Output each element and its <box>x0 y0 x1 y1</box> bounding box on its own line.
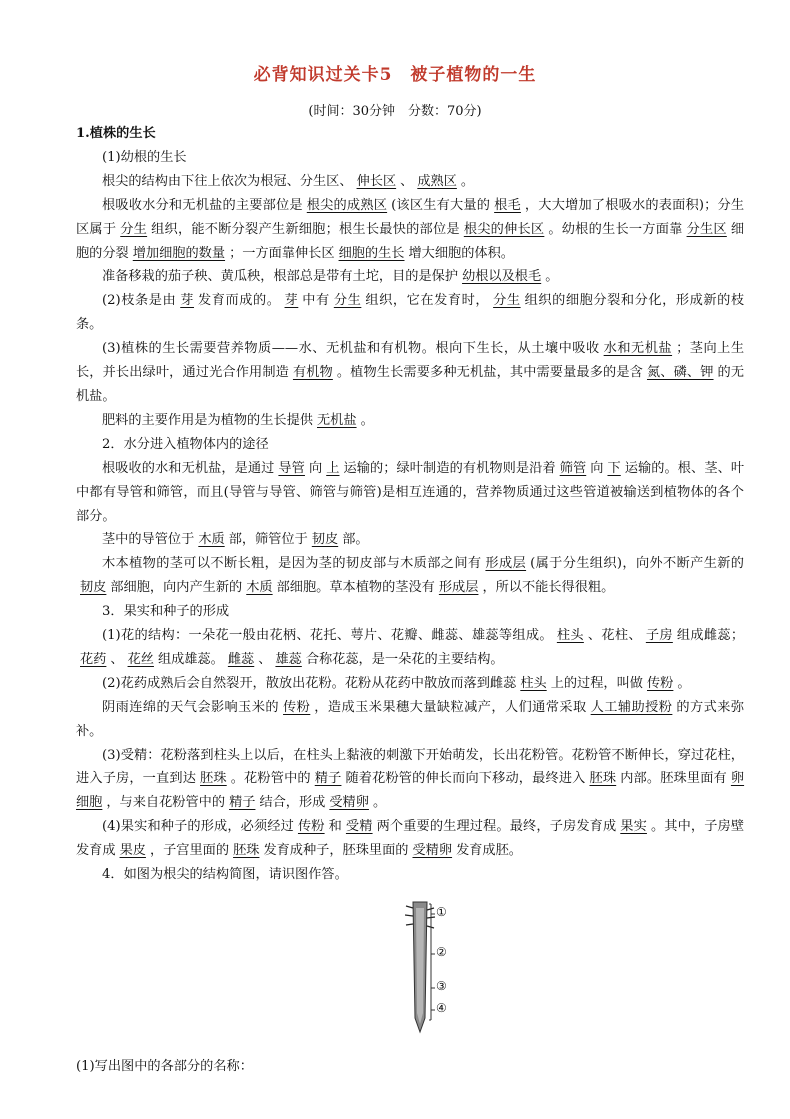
text-run: (3)植株的生长需要营养物质——水、无机盐和有机物。根向下生长，从土壤中吸收 <box>102 341 600 357</box>
text-run: 组成雄蕊。 <box>157 651 224 667</box>
text-run: 内部。胚珠里面有 <box>620 771 727 787</box>
answer-blank: 分生 <box>493 293 521 309</box>
answer-blank: 根尖的伸长区 <box>463 221 545 237</box>
paragraph <box>76 146 744 170</box>
answer-blank: 韧皮 <box>311 532 339 548</box>
text-run: 组织，它在发育时， <box>365 293 490 309</box>
paragraph <box>76 457 744 529</box>
answer-blank: 有机物 <box>292 365 333 381</box>
page-title: 必背知识过关卡5 被子植物的一生 <box>253 65 537 85</box>
answer-blank: 细胞的生长 <box>338 245 405 261</box>
text-run: (2)枝条是由 <box>102 293 177 309</box>
answer-blank: 韧皮 <box>80 580 107 596</box>
text-run: 肥料的主要作用是为植物的生长提供 <box>102 412 313 428</box>
text-run: 和 <box>328 819 342 835</box>
paragraph <box>76 409 744 433</box>
figure-label-3: ③ <box>436 979 447 993</box>
text-run: 根尖的结构由下往上依次为根冠、分生区、 <box>102 173 353 189</box>
answer-blank: 氮、磷、钾 <box>646 365 714 381</box>
root-tip-diagram <box>405 898 465 1038</box>
answer-blank: 果实 <box>620 819 647 835</box>
root-tip-inner <box>416 908 424 1024</box>
text-run: 3．果实和种子的形成 <box>102 604 230 620</box>
text-run: 。其中，子房壁发育成 <box>76 819 745 859</box>
answer-blank: 胚珠 <box>200 771 227 787</box>
answer-blank: 芽 <box>284 293 299 309</box>
answer-blank: 分生 <box>333 293 362 309</box>
text-run: (1)花的结构：一朵花一般由花柄、花托、萼片、花瓣、雌蕊、雄蕊等组成。 <box>102 628 553 644</box>
text-run: 发育而成的。 <box>198 293 281 309</box>
text-run: 。植物生长需要多种无机盐，其中需要量最多的是含 <box>336 365 643 381</box>
text-run: ，子宫里面的 <box>149 843 230 859</box>
paragraph <box>76 624 744 672</box>
paragraph <box>76 863 744 887</box>
text-run: 。 <box>677 675 691 691</box>
paragraph <box>76 289 744 337</box>
text-run: 部，筛管位于 <box>228 532 308 548</box>
text-run: 的方式来弥补。 <box>76 699 745 739</box>
paragraph <box>76 433 744 457</box>
text-run: 2．水分进入植物体内的途径 <box>102 436 269 452</box>
paragraph <box>76 265 744 289</box>
answer-blank: 胚珠 <box>233 843 260 859</box>
paragraph <box>76 696 744 744</box>
text-run: 。 <box>545 269 559 285</box>
text-run: 根吸收水分和无机盐的主要部位是 <box>102 197 303 213</box>
text-run: (3)受精：花粉落到柱头上以后，在柱头上黏液的刺激下开始萌发，长出花粉管。花粉管不断伸长，穿过花柱，进入子房，一直到达 <box>76 747 744 787</box>
text-run: 结合，形成 <box>259 795 326 811</box>
text-run: 。 <box>460 173 475 189</box>
answer-blank: 传粉 <box>647 675 674 691</box>
text-run: 部。 <box>342 532 369 548</box>
figure-label-4: ④ <box>436 1001 447 1015</box>
answer-blank: 导管 <box>278 460 305 476</box>
answer-blank: 上 <box>326 460 340 476</box>
paragraph <box>76 815 744 863</box>
text-run: 组织的细胞分裂和分化，形成新的枝条。 <box>76 293 745 333</box>
answer-blank: 果皮 <box>119 843 146 859</box>
text-run: 组织，能不断分裂产生新细胞；根生长最快的部位是 <box>151 221 460 237</box>
answer-blank: 子房 <box>645 628 673 644</box>
answer-blank: 幼根以及根毛 <box>462 269 542 285</box>
answer-blank: 胚珠 <box>589 771 617 787</box>
answer-blank: 受精 <box>345 819 373 835</box>
paragraph <box>76 552 744 600</box>
answer-blank: 木质 <box>198 532 225 548</box>
answer-blank: 分生 <box>120 221 148 237</box>
answer-blank: 伸长区 <box>356 173 397 189</box>
paragraph <box>76 744 744 816</box>
answer-blank: 卵细胞 <box>76 771 745 811</box>
text-run: 上的过程，叫做 <box>550 675 643 691</box>
figure-label-2: ② <box>436 945 447 959</box>
text-run: 向 <box>590 460 604 476</box>
answer-blank: 精子 <box>314 771 342 787</box>
answer-blank: 花药 <box>80 651 107 667</box>
answer-blank: 无机盐 <box>317 412 357 428</box>
page-meta: (时间：30分钟 分数：70分) <box>308 104 482 119</box>
text-run: 准备移栽的茄子秧、黄瓜秧，根部总是带有土坨，目的是保护 <box>102 269 459 285</box>
text-run: 、 <box>400 173 414 189</box>
text-run: 阴雨连绵的天气会影响玉米的 <box>102 699 280 715</box>
paragraph <box>76 528 744 552</box>
text-run: (该区生有大量的 <box>391 197 491 213</box>
answer-blank: 传粉 <box>283 699 311 715</box>
answer-blank: 精子 <box>229 795 256 811</box>
text-run: ，与来自花粉管中的 <box>106 795 226 811</box>
answer-blank: 形成层 <box>485 556 527 572</box>
text-run: 中有 <box>302 293 330 309</box>
answer-blank: 分生区 <box>686 221 727 237</box>
text-run: 两个重要的生理过程。最终，子房发育成 <box>376 819 617 835</box>
answer-blank: 人工辅助授粉 <box>590 699 673 715</box>
text-run: ，所以不能长得很粗。 <box>482 580 615 596</box>
answer-blank: 花丝 <box>127 651 154 667</box>
answer-blank: 下 <box>607 460 621 476</box>
text-run: 茎中的导管位于 <box>102 532 195 548</box>
text-run: 随着花粉管的伸长而向下移动，最终进入 <box>345 771 586 787</box>
figure-label-1: ① <box>436 905 447 919</box>
text-run: 。花粉管中的 <box>230 771 311 787</box>
text-run: (1)幼根的生长 <box>102 149 187 165</box>
text-run: 运输的；绿叶制造的有机物则是沿着 <box>343 460 556 476</box>
answer-blank: 木质 <box>246 580 273 596</box>
answer-blank: 柱头 <box>520 675 547 691</box>
text-run: 部细胞，向内产生新的 <box>110 580 243 596</box>
answer-blank: 雌蕊 <box>227 651 255 667</box>
text-run: 运输的。根、茎、叶中都有导管和筛管，而且(导管与导管、筛管与筛管)是相互连通的，营养物质通过这些管道被输送到植物体的各个部分。 <box>76 460 745 524</box>
paragraph <box>76 122 744 146</box>
text-run: 发育成种子，胚珠里面的 <box>263 843 409 859</box>
text-run: ；一方面靠伸长区 <box>229 245 335 261</box>
text-run: 根吸收的水和无机盐，是通过 <box>102 460 275 476</box>
text-run: (属于分生组织)，向外不断产生新的 <box>530 556 744 572</box>
text-run: 细胞的分裂 <box>76 221 745 261</box>
answer-blank: 受精卵 <box>329 795 369 811</box>
text-run: ；茎向上生长，并长出绿叶，通过光合作用制造 <box>76 341 745 381</box>
answer-blank: 雄蕊 <box>275 651 302 667</box>
paragraph <box>76 672 744 696</box>
text-run: 4．如图为根尖的结构简图，请识图作答。 <box>102 867 348 883</box>
paragraph <box>76 337 744 409</box>
paragraph <box>76 170 744 194</box>
answer-blank: 增加细胞的数量 <box>132 245 226 261</box>
text-run: 增大细胞的体积。 <box>408 245 514 261</box>
answer-blank: 水和无机盐 <box>603 341 673 357</box>
text-run: 组成雌蕊； <box>676 628 745 644</box>
paragraph <box>76 600 744 624</box>
answer-blank: 芽 <box>180 293 195 309</box>
text-run: 发育成胚。 <box>456 843 522 859</box>
question-4-1: (1)写出图中的各部分的名称： <box>76 1059 253 1074</box>
answer-blank: 受精卵 <box>412 843 453 859</box>
text-run: 木本植物的茎可以不断长粗，是因为茎的韧皮部与木质部之间有 <box>102 556 482 572</box>
text-run: ，大大增加了根吸水的表面积)；分生区属于 <box>76 197 745 237</box>
text-run: (4)果实和种子的形成，必须经过 <box>102 819 294 835</box>
text-run: 合称花蕊，是一朵花的主要结构。 <box>305 651 504 667</box>
paragraph <box>76 194 744 266</box>
answer-blank: 根毛 <box>494 197 521 213</box>
answer-blank: 成熟区 <box>417 173 457 189</box>
answer-blank: 传粉 <box>297 819 325 835</box>
text-run: 的无机盐。 <box>76 365 745 404</box>
text-run: ，造成玉米果穗大量缺粒减产，人们通常采取 <box>314 699 587 715</box>
text-run: (2)花药成熟后会自然裂开，散放出花粉。花粉从花药中散放而落到雌蕊 <box>102 675 517 691</box>
answer-blank: 根尖的成熟区 <box>306 197 388 213</box>
answer-blank: 形成层 <box>438 580 479 596</box>
content-body <box>76 122 744 887</box>
text-run: 部细胞。草本植物的茎没有 <box>276 580 435 596</box>
text-run: 1.植株的生长 <box>76 126 156 141</box>
text-run: 、 <box>258 651 272 667</box>
answer-blank: 筛管 <box>559 460 587 476</box>
text-run: 。 <box>372 795 387 811</box>
text-run: 。幼根的生长一方面靠 <box>548 221 683 237</box>
text-run: 。 <box>360 412 374 428</box>
text-run: 、 <box>110 651 124 667</box>
text-run: 向 <box>308 460 323 476</box>
text-run: 、花柱、 <box>587 628 642 644</box>
answer-blank: 柱头 <box>556 628 584 644</box>
bracket-lines <box>429 904 435 1020</box>
